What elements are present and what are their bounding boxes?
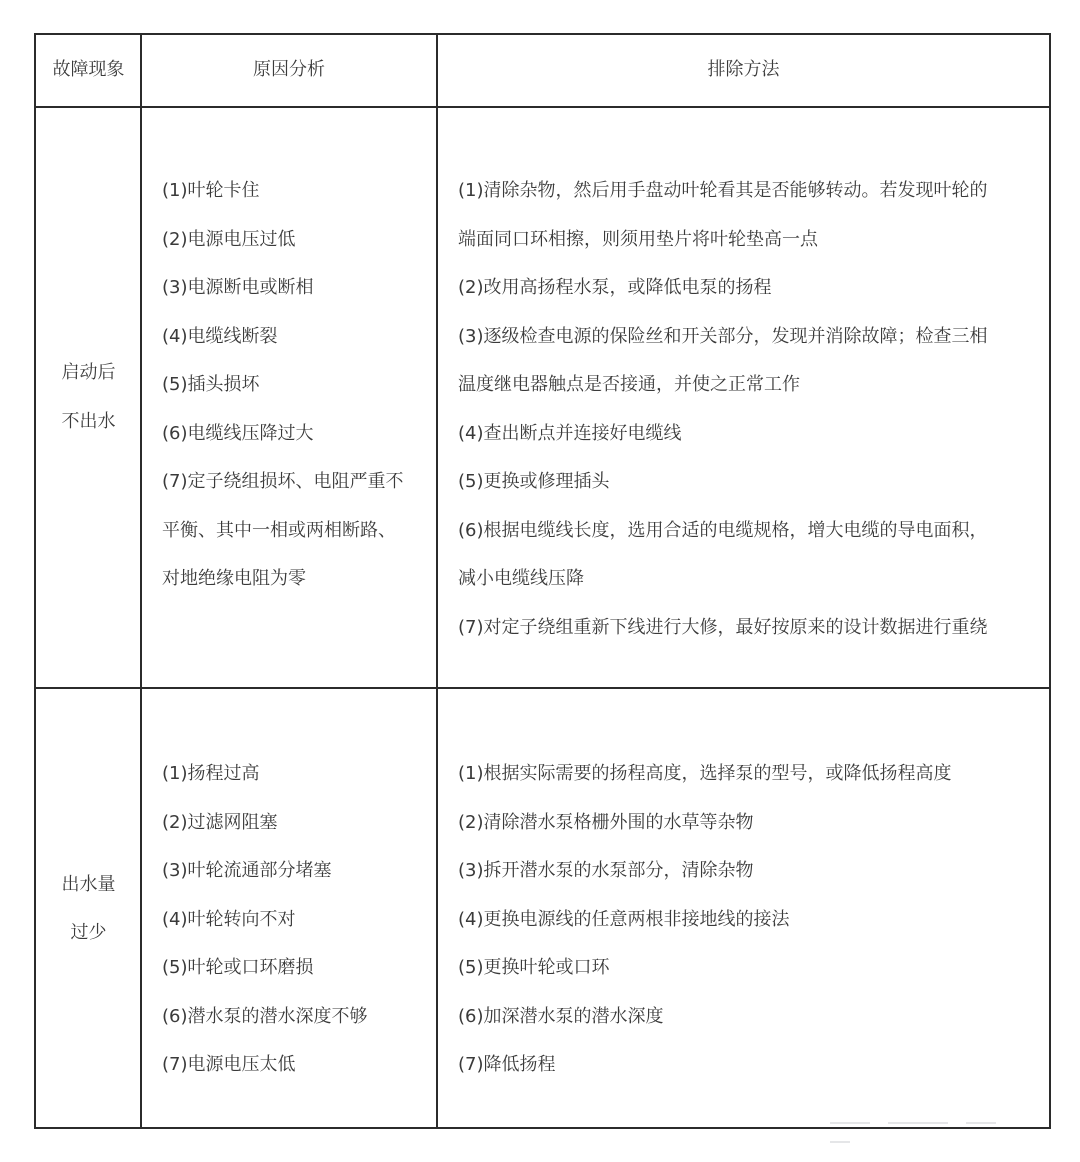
row2-remedies (458, 750, 1048, 1090)
row-divider-1 (36, 687, 1049, 689)
row1-cause-line: (1)叶轮卡住 (162, 180, 260, 201)
row-divider-header (36, 106, 1049, 108)
row1-cause-line: (4)电缆线断裂 (162, 325, 278, 347)
row1-remedies (458, 167, 1048, 652)
row2-remedy-line: (4)更换电源线的任意两根非接地线的接法 (458, 908, 790, 930)
row1-cause-line: (5)插头损坏 (162, 374, 260, 395)
troubleshooting-table (34, 33, 1051, 1129)
row1-remedy-line: 减小电缆线压降 (458, 568, 584, 589)
row1-cause-line: 平衡、其中一相或两相断路、 (162, 519, 396, 541)
row1-remedy-line: (1)清除杂物，然后用手盘动叶轮看其是否能够转动。若发现叶轮的 (458, 180, 988, 201)
row2-symptom-line1: 出水量 (61, 873, 116, 895)
header-symptom-label: 故障现象 (52, 59, 125, 81)
row1-symptom-line1: 启动后 (61, 362, 116, 383)
row2-remedy-line: (5)更换叶轮或口环 (458, 957, 610, 978)
header-symptom (36, 35, 141, 106)
row2-symptom (36, 689, 141, 1129)
row2-cause-line: (3)叶轮流通部分堵塞 (162, 860, 332, 881)
row2-cause-line: (6)潜水泵的潜水深度不够 (162, 1005, 368, 1027)
row1-cause-line: (7)定子绕组损坏、电阻严重不 (162, 471, 404, 492)
row1-cause-line: (3)电源断电或断相 (162, 277, 314, 298)
row1-remedy-line: 端面同口环相擦，则须用垫片将叶轮垫高一点 (458, 228, 818, 250)
header-remedy-label: 排除方法 (707, 59, 780, 81)
row1-remedy-line: (6)根据电缆线长度，选用合适的电缆规格，增大电缆的导电面积， (458, 519, 988, 541)
row1-remedy-line: (5)更换或修理插头 (458, 471, 610, 492)
header-remedy (437, 35, 1050, 106)
row2-causes (162, 750, 434, 1090)
row1-cause-line: 对地绝缘电阻为零 (162, 568, 306, 589)
row1-symptom-line2: 不出水 (61, 410, 116, 432)
row1-cause-line: (6)电缆线压降过大 (162, 422, 314, 444)
row2-remedy-line: (1)根据实际需要的扬程高度，选择泵的型号，或降低扬程高度 (458, 763, 952, 784)
row2-symptom-line2: 过少 (70, 922, 107, 943)
row2-cause-line: (5)叶轮或口环磨损 (162, 957, 314, 978)
row1-remedy-line: (4)查出断点并连接好电缆线 (458, 422, 682, 444)
row2-cause-line: (4)叶轮转向不对 (162, 908, 296, 930)
column-divider-2 (436, 35, 438, 1127)
row2-remedy-line: (3)拆开潜水泵的水泵部分，清除杂物 (458, 860, 754, 881)
row1-causes (162, 167, 434, 604)
row1-cause-line: (2)电源电压过低 (162, 228, 296, 250)
row1-symptom (36, 108, 141, 687)
row2-cause-line: (7)电源电压太低 (162, 1054, 296, 1075)
row1-remedy-line: (3)逐级检查电源的保险丝和开关部分，发现并消除故障；检查三相 (458, 325, 988, 347)
header-cause-label: 原因分析 (253, 59, 325, 81)
row2-cause-line: (1)扬程过高 (162, 763, 260, 784)
row2-remedy-line: (7)降低扬程 (458, 1054, 556, 1075)
row1-remedy-line: 温度继电器触点是否接通，并使之正常工作 (458, 374, 800, 395)
header-cause (141, 35, 437, 106)
row1-remedy-line: (7)对定子绕组重新下线进行大修，最好按原来的设计数据进行重绕 (458, 616, 988, 638)
row1-remedy-line: (2)改用高扬程水泵，或降低电泵的扬程 (458, 277, 772, 298)
row2-cause-line: (2)过滤网阻塞 (162, 811, 278, 833)
row2-remedy-line: (2)清除潜水泵格栅外围的水草等杂物 (458, 811, 754, 833)
row2-remedy-line: (6)加深潜水泵的潜水深度 (458, 1005, 664, 1027)
faint-watermark (830, 1112, 1040, 1130)
